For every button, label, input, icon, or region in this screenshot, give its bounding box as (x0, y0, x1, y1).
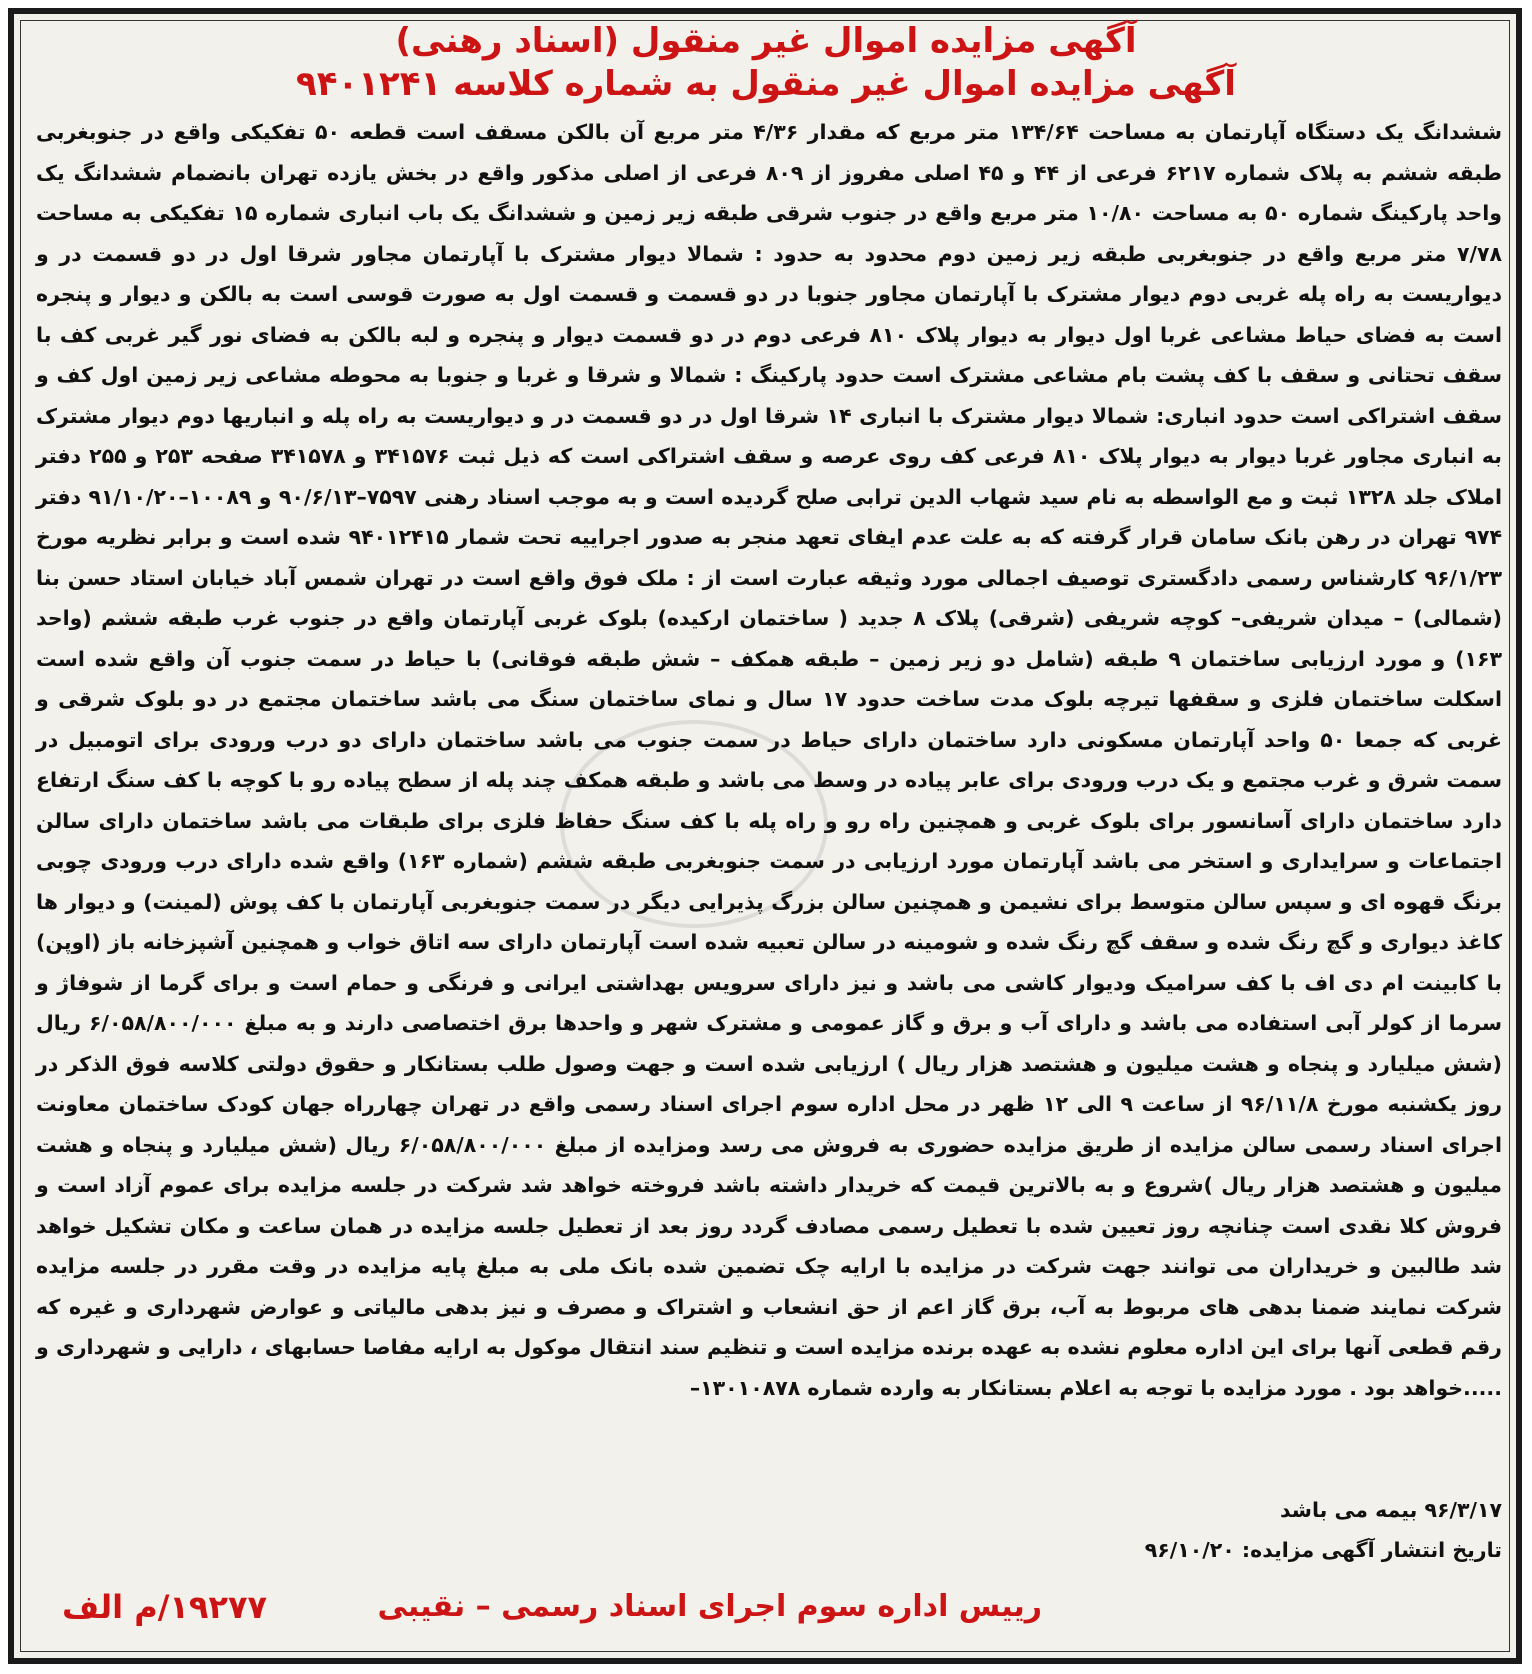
notice-title-block (40, 20, 1492, 106)
notice-code: ۱۹۲۷۷/م الف (62, 1588, 268, 1626)
notice-title: آگهی مزایده اموال غیر منقول (اسناد رهنی) (395, 21, 1137, 61)
publish-date-line (1145, 1530, 1502, 1570)
notice-meta (1145, 1490, 1502, 1570)
insurance-line: ۹۶/۳/۱۷ بیمه می باشد (1279, 1498, 1502, 1522)
publish-date-label: تاریخ انتشار آگهی مزایده: (1241, 1538, 1502, 1562)
signature: رییس اداره سوم اجرای اسناد رسمی – نقیبی (377, 1589, 1042, 1624)
notice-footer (40, 1582, 1502, 1638)
publish-date-value: ۹۶/۱۰/۲۰ (1144, 1538, 1235, 1562)
notice-body: ششدانگ یک دستگاه آپارتمان به مساحت ۱۳۴/۶۴ متر مربع که مقدار ۴/۳۶ متر مربع آن بالکن مسقف است قطعه ۵۰ تفکیکی واقع در جنوبغربی طبقه ششم به پلاک شماره ۶۲۱۷ فرعی از ۴۴ و ۴۵ اصلی مفروز از ۸۰۹ فرعی از اصلی مذکور واقع در بخش یازده تهران بانضمام ششدانگ یک واحد پارکینگ شماره ۵۰ به مساحت ۱۰/۸۰ متر مربع واقع در جنوب شرقی طبقه زیر زمین و ششدانگ یک باب انباری شماره ۱۵ تفکیکی به مساحت ۷/۷۸ متر مربع واقع در جنوبغربی طبقه زیر زمین دوم محدود به حدود : شمالا دیوار مشترک با آپارتمان مجاور شرقا اول در دو قسمت در و دیواریست به راه پله غربی دوم دیوار مشترک با آپارتمان مجاور جنوبا در دو قسمت و قسمت اول به صورت قوسی است به بالکن و دیوار و پنجره است به فضای حیاط مشاعی غربا اول دیوار به دیوار پلاک ۸۱۰ فرعی دوم در دو قسمت دیوار و پنجره و لبه بالکن به فضای نور گیر غربی کف با سقف تحتانی و سقف با کف پشت بام مشاعی مشترک است حدود پارکینگ : شمالا و شرقا و غربا و جنوبا به محوطه مشاعی زیر زمین اول کف و سقف اشتراکی است حدود انباری: شمالا دیوار مشترک با انباری ۱۴ شرقا اول در دو قسمت در و دیواریست به راه پله و انباریها دوم دیوار مشترک به انباری مجاور غربا دیوار به دیوار پلاک ۸۱۰ فرعی کف روی عرصه و سقف اشتراکی است که ذیل ثبت ۳۴۱۵۷۶ و ۳۴۱۵۷۸ صفحه ۲۵۳ و ۲۵۵ دفتر املاک جلد ۱۳۲۸ ثبت و مع الواسطه به نام سید شهاب الدین ترابی صلح گردیده است و به موجب اسناد رهنی ۷۵۹۷–۹۰/۶/۱۳ و ۱۰۰۸۹–۹۱/۱۰/۲۰ دفتر ۹۷۴ تهران در رهن بانک سامان قرار گرفته که به علت عدم ایفای تعهد منجر به صدور اجراییه تحت شمار ۹۴۰۱۲۴۱۵ شده است و برابر نظریه مورخ ۹۶/۱/۲۳ کارشناس رسمی دادگستری توصیف اجمالی مورد وثیقه عبارت است از : ملک فوق واقع است در تهران شمس آباد خیابان استاد حسن بنا (شمالی) – میدان شریفی– کوچه شریفی (شرقی) پلاک ۸ جدید ( ساختمان ارکیده) بلوک غربی آپارتمان واقع در جنوب غرب طبقه ششم (واحد ۱۶۳) و مورد ارزیابی ساختمان ۹ طبقه (شامل دو زیر زمین – طبقه همکف – شش طبقه فوقانی) با حیاط در سمت جنوب آن واقع شده است اسکلت ساختمان فلزی و سقفها تیرچه بلوک مدت ساخت حدود ۱۷ سال و نمای ساختمان سنگ می باشد ساختمان مجتمع در دو بلوک شرقی و غربی که جمعا ۵۰ واحد آپارتمان مسکونی دارد ساختمان دارای حیاط در سمت جنوب می باشد ساختمان دارای دو درب ورودی برای اتومبیل در سمت شرق و غرب مجتمع و یک درب ورودی برای عابر پیاده در وسط می باشد و طبقه همکف چند پله از سطح پیاده رو با کوچه با کف سنگ ارتفاع دارد ساختمان دارای آسانسور برای بلوک غربی و همچنین راه رو و راه پله با کف سنگ حفاظ فلزی برای طبقات می باشد ساختمان دارای سالن اجتماعات و سرایداری و استخر می باشد آپارتمان مورد ارزیابی در سمت جنوبغربی طبقه ششم (شماره ۱۶۳) واقع شده دارای درب ورودی چوبی برنگ قهوه ای و سپس سالن متوسط برای نشیمن و همچنین سالن بزرگ پذیرایی دیگر در سمت جنوبغربی آپارتمان با کف پوش (لمینت) و دیوار ها کاغذ دیواری و گچ رنگ شده و سقف گچ رنگ شده و شومینه در سالن تعبیه شده است آپارتمان دارای سه اتاق خواب و همچنین آشپزخانه باز (اوپن) با کابینت ام دی اف با کف سرامیک ودیوار کاشی می باشد و نیز دارای سرویس بهداشتی ایرانی و فرنگی و حمام است و برای گرما از شوفاژ و سرما از کولر آبی استفاده می باشد و دارای آب و برق و گاز عمومی و مشترک شهر و واحدها برق اختصاصی دارند و به مبلغ ۶/۰۵۸/۸۰۰/۰۰۰ ریال (شش میلیارد و پنجاه و هشت میلیون و هشتصد هزار ریال ) ارزیابی شده است و جهت وصول طلب بستانکار و حقوق دولتی کلاسه فوق الذکر در روز یکشنبه مورخ ۹۶/۱۱/۸ از ساعت ۹ الی ۱۲ ظهر در محل اداره سوم اجرای اسناد رسمی واقع در تهران چهارراه جهان کودک ساختمان معاونت اجرای اسناد رسمی سالن مزایده از طریق مزایده حضوری به فروش می رسد ومزایده از مبلغ ۶/۰۵۸/۸۰۰/۰۰۰ ریال (شش میلیارد و پنجاه و هشت میلیون و هشتصد هزار ریال )شروع و به بالاترین قیمت که خریدار داشته باشد فروخته خواهد شد شرکت در جلسه مزایده برای عموم آزاد است و فروش کلا نقدی است چنانچه روز تعیین شده با تعطیل رسمی مصادف گردد روز بعد از تعطیل جلسه مزایده در همان ساعت و مکان تشکیل خواهد شد طالبین و خریداران می توانند جهت شرکت در مزایده با ارایه چک تضمین شده بانک ملی به مبلغ پایه مزایده در وقت مقرر در جلسه مزایده شرکت نمایند ضمنا بدهی های مربوط به آب، برق گاز اعم از حق انشعاب و اشتراک و مصرف و نیز بدهی مالیاتی و عوارض شهرداری و غیره که رقم قطعی آنها برای این اداره معلوم نشده به عهده برنده مزایده است و تنظیم سند انتقال موکول به ارایه مفاصا حسابهای ، دارایی و شهرداری و .....خواهد بود . مورد مزایده با توجه به اعلام بستانکار به وارده شماره ۱۳۰۱۰۸۷۸– (36, 120, 1503, 1400)
notice-subtitle: آگهی مزایده اموال غیر منقول به شماره کلاسه ۹۴۰۱۲۴۱ (296, 64, 1236, 104)
